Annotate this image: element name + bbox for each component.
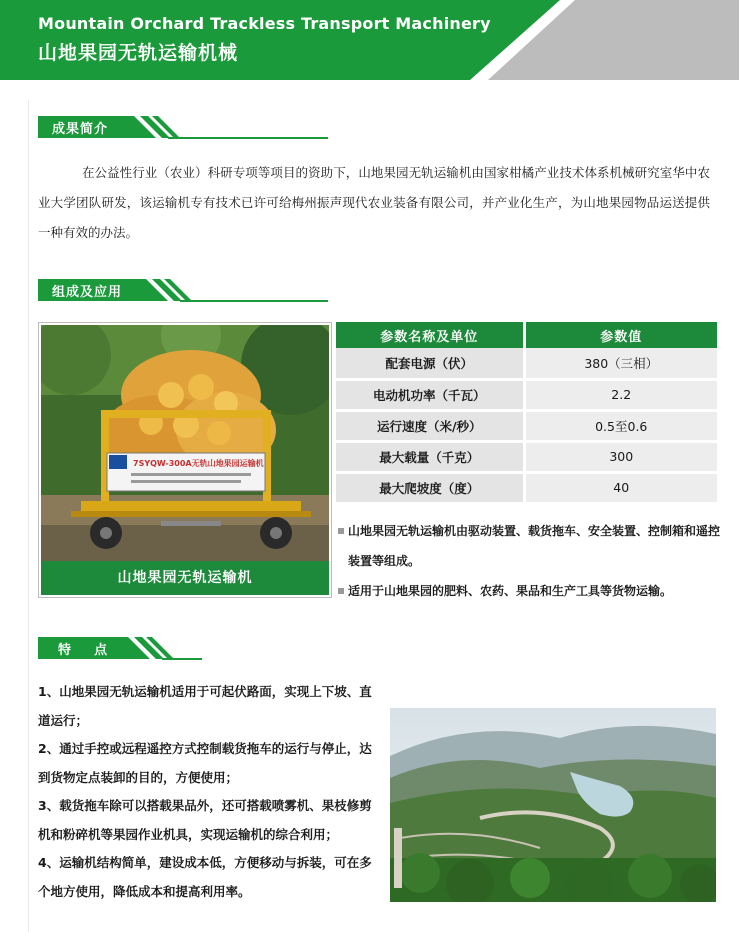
section-title-composition: 组成及应用 xyxy=(52,285,123,300)
machine-photo-frame xyxy=(38,322,332,598)
photo-caption: 山地果园无轨运输机 xyxy=(41,561,329,595)
table-row xyxy=(336,441,717,472)
table-row xyxy=(336,472,717,503)
section-underline xyxy=(168,137,328,139)
section-title-intro: 成果简介 xyxy=(52,122,109,137)
list-item xyxy=(336,516,720,576)
list-item: 3、载货拖车除可以搭载果品外，还可搭载喷雾机、果枝修剪机和粉碎机等果园作业机具，实现运输机的综合利用； xyxy=(38,798,372,842)
table-cell-param: 电动机功率（千瓦） xyxy=(336,379,524,410)
bullet-square-icon xyxy=(338,588,344,594)
table-cell-value: 2.2 xyxy=(524,379,717,410)
title-chinese: 山地果园无轨运输机械 xyxy=(38,42,239,64)
list-item: 1、山地果园无轨运输机适用于可起伏路面，实现上下坡、直道运行； xyxy=(38,684,372,728)
table-cell-value: 300 xyxy=(524,441,717,472)
table-header-row xyxy=(336,322,717,348)
table-header-param: 参数名称及单位 xyxy=(336,322,524,348)
intro-paragraph: 在公益性行业（农业）科研专项等项目的资助下，山地果园无轨运输机由国家柑橘产业技术体系机械研究室华中农业大学团队研发，该运输机专有技术已许可给梅州振声现代农业装备有限公司，并产业化生产，为山地果园物品运送提供一种有效的办法。 xyxy=(38,165,710,240)
sign-text: 7SYQW-300A无轨山地果园运输机 xyxy=(133,459,264,468)
section-underline xyxy=(180,300,328,302)
section-tag-intro xyxy=(38,113,328,141)
bullet-square-icon xyxy=(338,528,344,534)
section-tag-composition xyxy=(38,276,328,304)
table-cell-param: 运行速度（米/秒） xyxy=(336,410,524,441)
table-cell-param: 最大爬坡度（度） xyxy=(336,472,524,503)
section-underline xyxy=(162,658,202,660)
bullet-text: 山地果园无轨运输机由驱动装置、载货拖车、安全装置、控制箱和遥控装置等组成。 xyxy=(348,524,721,568)
table-cell-value: 40 xyxy=(524,472,717,503)
title-english: Mountain Orchard Trackless Transport Machinery xyxy=(38,14,491,33)
table-cell-value: 0.5至0.6 xyxy=(524,410,717,441)
list-item xyxy=(336,576,720,606)
table-row xyxy=(336,410,717,441)
margin-line xyxy=(28,100,29,932)
section-tag-features xyxy=(38,634,328,662)
header-banner xyxy=(0,0,739,80)
section-title-features: 特 点 xyxy=(58,643,109,658)
bullet-text: 适用于山地果园的肥料、农药、果品和生产工具等货物运输。 xyxy=(348,584,673,598)
features-list xyxy=(38,678,382,906)
list-item: 2、通过手控或远程遥控方式控制载货拖车的运行与停止，达到货物定点装卸的目的，方便使用； xyxy=(38,741,372,785)
composition-bullets xyxy=(336,516,720,606)
machine-photo xyxy=(41,325,329,563)
table-cell-value: 380（三相） xyxy=(524,348,717,379)
orchard-landscape-photo xyxy=(390,708,716,902)
list-item: 4、运输机结构简单，建设成本低，方便移动与拆装，可在多个地方使用，降低成本和提高利用率。 xyxy=(38,855,372,899)
table-cell-param: 配套电源（伏） xyxy=(336,348,524,379)
table-row xyxy=(336,379,717,410)
parameter-table xyxy=(336,322,717,505)
table-cell-param: 最大载量（千克） xyxy=(336,441,524,472)
table-header-value: 参数值 xyxy=(524,322,717,348)
table-row xyxy=(336,348,717,379)
